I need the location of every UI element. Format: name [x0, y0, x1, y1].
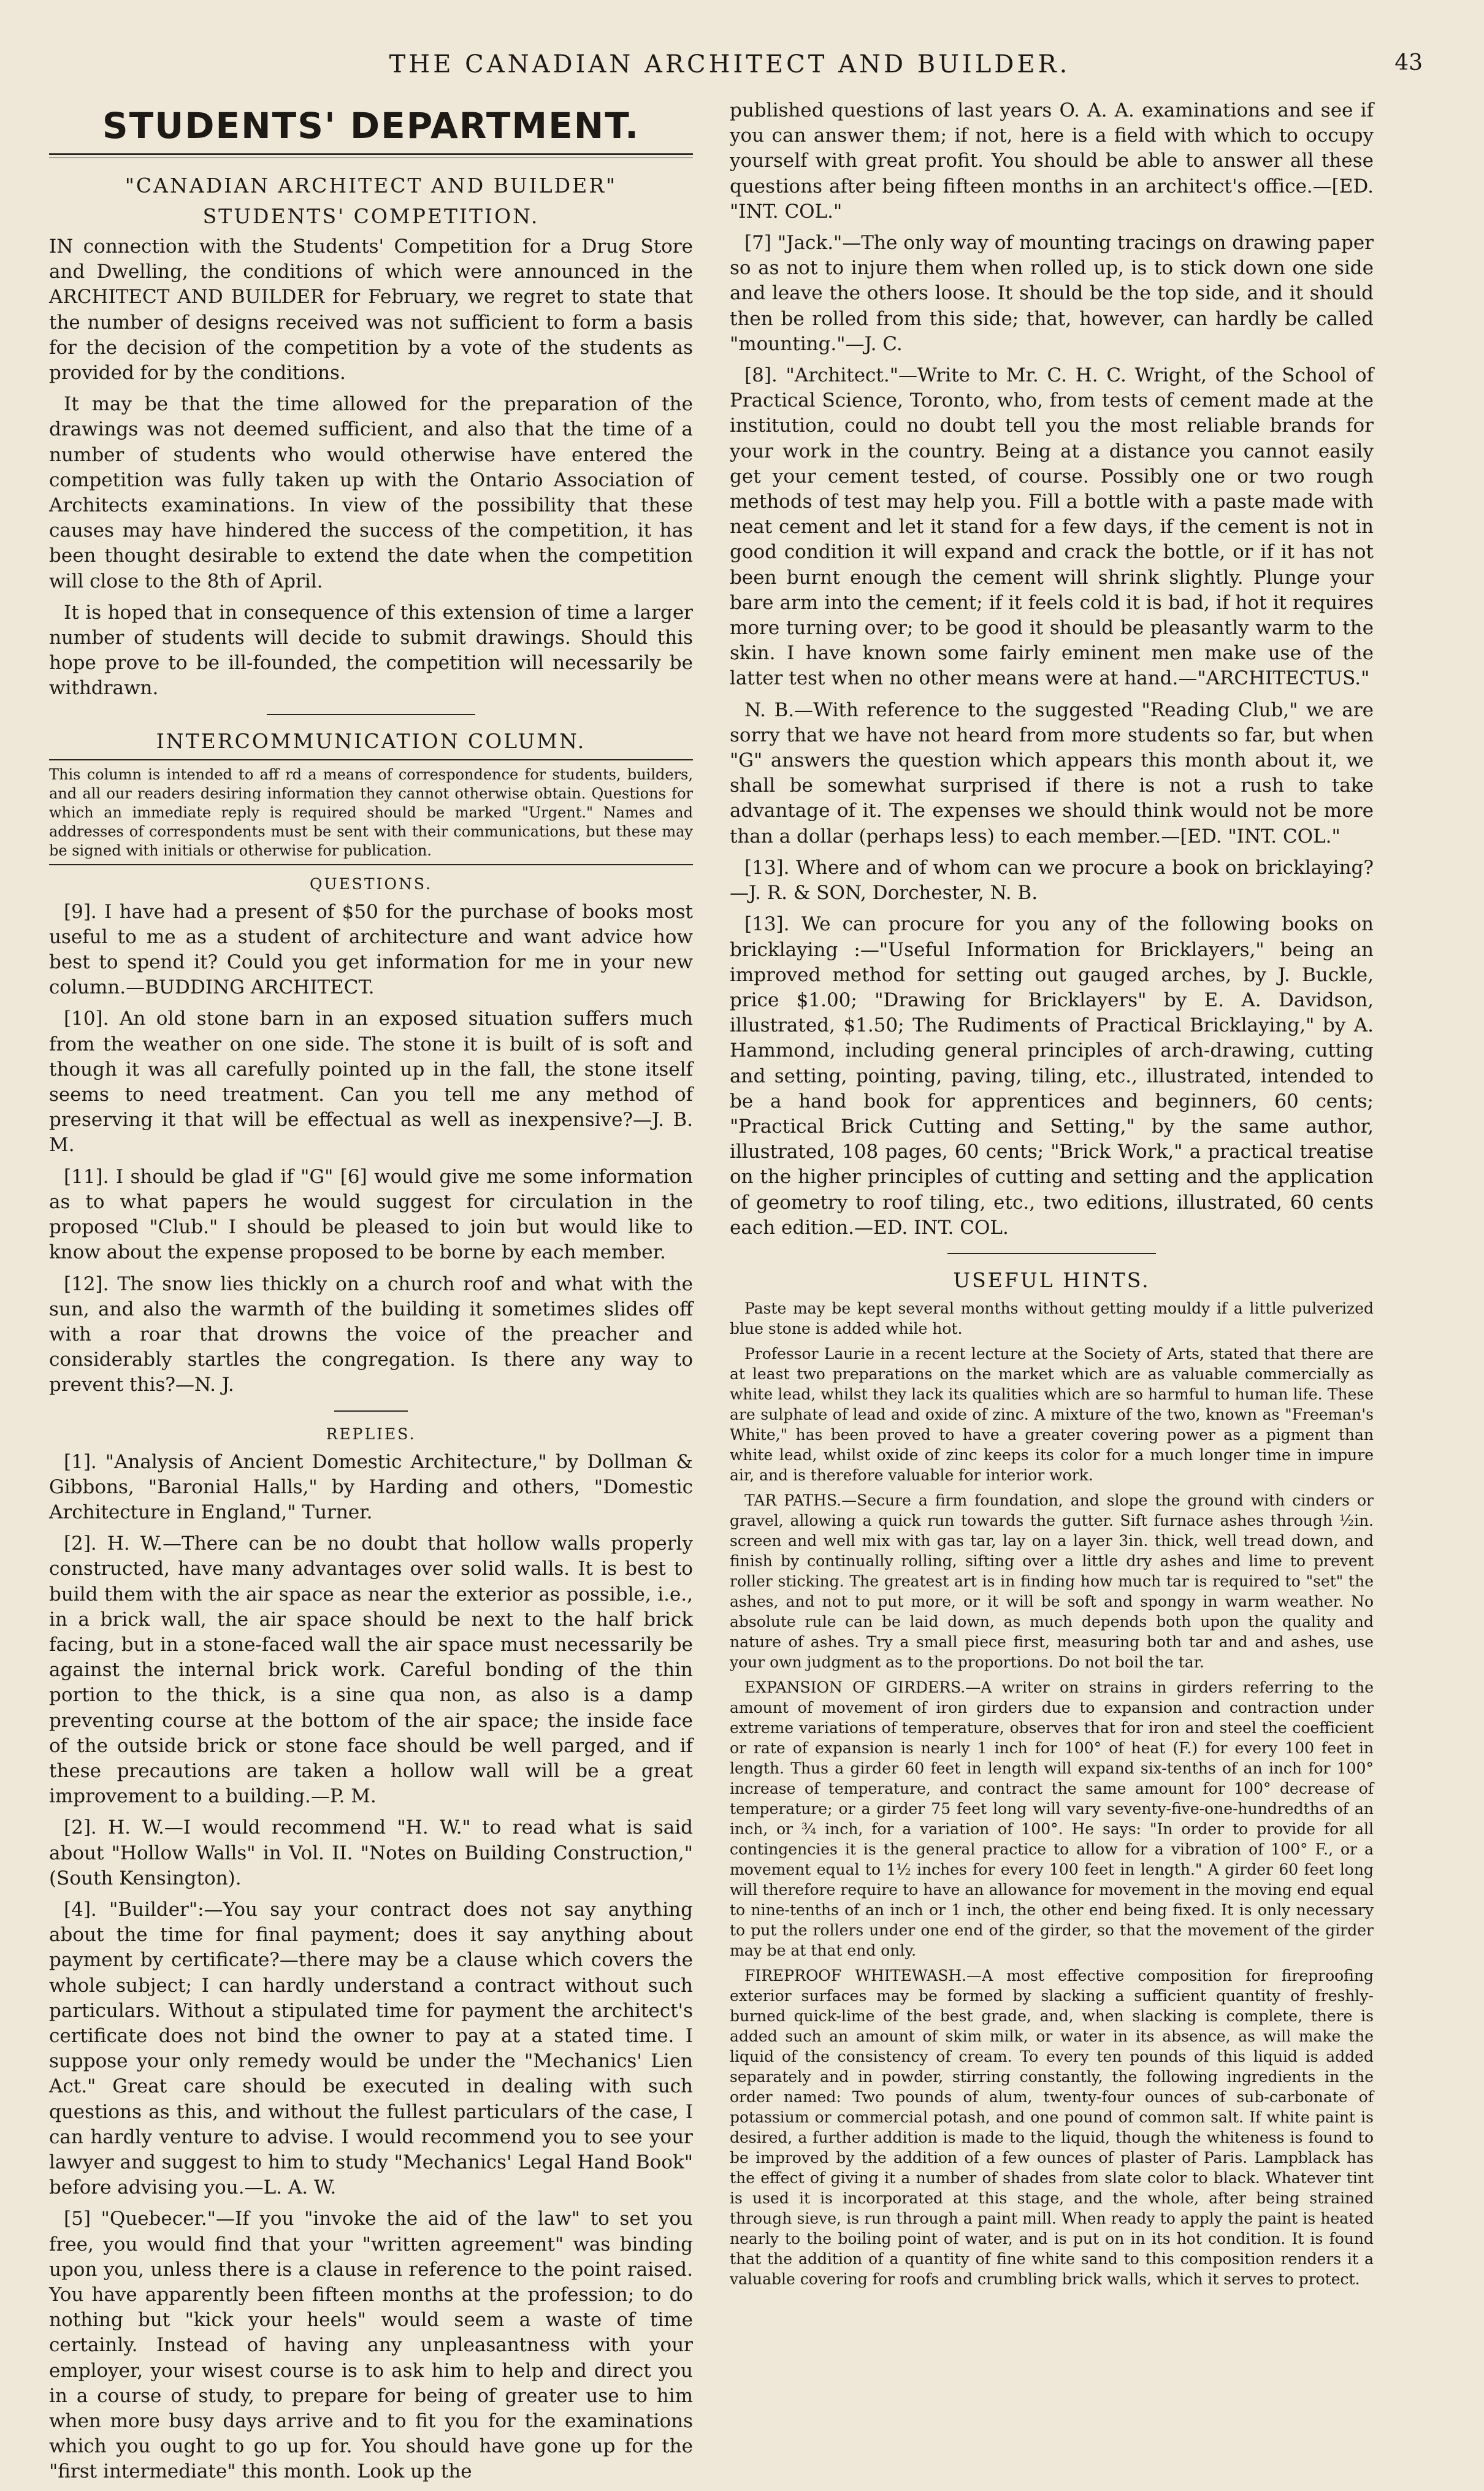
hint-item: FIREPROOF WHITEWASH.—A most effective composition for fireproofing exterior surfaces may be formed by slacking a sufficient quantity of freshly-burned quick-lime of the best grade, and, when slacking is complete, there is added such an amount of skim milk, or water in its absence, as will make the liquid of the consistency of cream. To every ten pounds of this liquid is added separately and in powder, stirring constantly, the following ingredients in the order named: Two pounds of alum, twenty-four ounces of sub-carbonate of potassium or commercial potash, and one pound of common salt. If white paint is desired, a further addition is made to the liquid, though the whiteness is found to be improved by the addition of a few ounces of plaster of Paris. Lampblack has the effect of giving it a number of shades from slate color to black. Whatever tint is used it is incorporated at this stage, and the whole, after being strained through sieve, is run through a paint mill. When ready to apply the paint is heated nearly to the boiling point of water, and is put on in its hot condition. It is found that the addition of a quantity of fine white sand to this composition renders it a valuable covering for roofs and crumbling brick walls, which it serves to protect.	[730, 1966, 1374, 2288]
reply-continuation: published questions of last years O. A. A. examinations and see if you can answer them; if not, here is a field with which to occupy yourself with great profit. You should be able to answer all these questions after being fifteen months in an architect's office.—[ED. "INT. COL."	[730, 99, 1374, 223]
reply-item: [5] "Quebecer."—If you "invoke the aid of the law" to set you free, you would find that your "written agreement" was binding upon you, unless there is a clause in reference to the point raised. You have apparently been fifteen months at the profession; to do nothing but "kick your heels" would seem a waste of time certainly. Instead of having any unpleasantness with your employer, your wisest course is to ask him to help and direct you in a course of study, to prepare for being of greater use to him when more busy days arrive and to fit you for the examinations which you ought to go up for. You should have gone up for the "first intermediate" this month. Look up the	[49, 2208, 693, 2483]
reply-item: [8]. "Architect."—Write to Mr. C. H. C. Wright, of the School of Practical Science, Toronto, who, from tests of cement made at the institution, could no doubt tell you the most reliable brands for your work in the country. Being at a distance you cannot easily get your cement tested, of course. Possibly one or two rough methods of test may help you. Fill a bottle with a paste made with neat cement and let it stand for a few days, if the cement is not in good condition it will expand and crack the bottle, or if it has not been burnt enough the cement will shrink slightly. Plunge your bare arm into the cement; if it feels cold it is bad, if hot it requires more turning over; to be good it should be pleasantly warm to the skin. I have known some fairly eminent men make use of the latter test when no other means were at hand.—"ARCHITECTUS."	[730, 364, 1374, 690]
hints-divider	[947, 1253, 1156, 1254]
title-rule	[49, 153, 693, 158]
reply-item: [13]. We can procure for you any of the following books on bricklaying :—"Useful Information for Bricklayers," being an improved method for setting out gauged arches, by J. Buckle, price $1.00; "Drawing for Bricklayers" by E. A. Davidson, illustrated, $1.50; The Rudiments of Practical Bricklaying," by A. Hammond, including general principles of arch-drawing, cutting and setting, pointing, paving, tiling, etc., illustrated, intended to be a hand book for apprentices and beginners, 60 cents; "Practical Brick Cutting and Setting," by the same author, illustrated, 108 pages, 60 cents; "Brick Work," a practical treatise on the higher principles of cutting and setting and the application of geometry to roof tiling, etc., two editions, illustrated, 60 cents each edition.—ED. INT. COL.	[730, 913, 1374, 1239]
left-column	[49, 98, 693, 2491]
question-item: [13]. Where and of whom can we procure a book on bricklaying?—J. R. & SON, Dorchester, N. B.	[730, 856, 1374, 905]
hint-item: EXPANSION OF GIRDERS.—A writer on strains in girders referring to the amount of movement of iron girders due to expansion and contraction under extreme variations of temperature, observes that for iron and steel the coefficient or rate of expansion is nearly 1 inch for 100° of heat (F.) for every 100 feet in length. Thus a girder 60 feet in length will expand six-tenths of an inch for 100° increase of temperature, and contract the same amount for 100° decrease of temperature; or a girder 75 feet long will vary seventy-five-one-hundredths of an inch, or ¾ inch, for a variation of 100°. He says: "In order to provide for all contingencies it is the general practice to allow for a vibration of 100° F., or a movement equal to 1½ inches for every 100 feet in length." A girder 60 feet long will therefore require to have an allowance for movement in the moving end equal to nine-tenths of an inch or 1 inch, the other end being fixed. It is only necessary to put the rollers under one end of the girder, so that the movement of the girder may be at that end only.	[730, 1678, 1374, 1959]
replies-divider	[334, 1410, 408, 1412]
notice-rule-top	[49, 759, 693, 760]
question-item: [11]. I should be glad if "G" [6] would give me some information as to what papers he would suggest for circulation in the proposed "Club." I should be pleased to join but would like to know about the expense proposed to be borne by each member.	[49, 1165, 693, 1264]
questions-heading: QUESTIONS.	[309, 874, 433, 893]
section-divider	[267, 714, 475, 715]
notice-rule-bottom	[49, 864, 693, 865]
reply-item: [4]. "Builder":—You say your contract does not say anything about the time for final payment; does it say anything about payment by certificate?—there may be a clause which covers the whole subject; I can hardly understand a contract without such particulars. Without a stipulated time for payment the architect's certificate does not bind the owner to pay at a stated time. I suppose your only remedy would be under the "Mechanics' Lien Act." Great care should be executed in dealing with such questions as this, and without the fullest particulars of the case, I can hardly venture to advise. I would recommend you to see your lawyer and suggest to him to study "Mechanics' Legal Hand Book" before advising you.—L. A. W.	[49, 1898, 693, 2199]
hint-item: TAR PATHS.—Secure a firm foundation, and slope the ground with cinders or gravel, allowing a quick run towards the gutter. Sift furnace ashes through ½in. screen and well mix with gas tar, lay on a layer 3in. thick, well tread down, and finish by continually rolling, sifting over a little dry ashes and lime to prevent roller sticking. The greatest art is in finding how much tar is required to "set" the ashes, and not to put more, or it will be soft and spongy in warm weather. No absolute rule can be laid down, as much depends both upon the quality and nature of ashes. Try a small piece first, measuring both tar and and ashes, use your own judgment as to the proportions. Do not boil the tar.	[730, 1491, 1374, 1671]
reply-item: [7] "Jack."—The only way of mounting tracings on drawing paper so as not to injure them when rolled up, is to stick down one side and leave the others loose. It should be the top side, and it should then be rolled from this side; that, however, can hardly be called "mounting."—J. C.	[730, 232, 1374, 355]
replies-heading: REPLIES.	[326, 1425, 416, 1443]
competition-paragraph: IN connection with the Students' Competition for a Drug Store and Dwelling, the conditions of which were announced in the ARCHITECT AND BUILDER for February, we regret to state that the number of designs received was not sufficient to form a basis for the decision of the competition by a vote of the students as provided for by the conditions.	[49, 235, 693, 385]
useful-hints-heading: USEFUL HINTS.	[953, 1268, 1150, 1292]
intercommunication-heading: INTERCOMMUNICATION COLUMN.	[156, 729, 586, 753]
editor-note: N. B.—With reference to the suggested "Reading Club," we are sorry that we have not heard from more students so far, but when "G" answers the question which appears this month about it, we shall be somewhat surprised if there is not a rush to take advantage of it. The expenses we should think would not be more than a dollar (perhaps less) to each member.—[ED. "INT. COL."	[730, 698, 1374, 848]
page-number: 43	[1394, 50, 1423, 75]
hint-item: Paste may be kept several months without getting mouldy if a little pulverized blue stone is added while hot.	[730, 1299, 1374, 1337]
competition-paragraph: It may be that the time allowed for the preparation of the drawings was not deemed sufficient, and also that the time of a number of students who would otherwise have entered the competition was fully taken up with the Ontario Association of Architects examinations. In view of the possibility that these causes may have hindered the success of the competition, it has been thought desirable to extend the date when the competition will close to the 8th of April.	[49, 393, 693, 592]
department-title: STUDENTS' DEPARTMENT.	[102, 105, 640, 147]
running-head	[37, 50, 1423, 87]
question-item: [10]. An old stone barn in an exposed situation suffers much from the weather on one side. The stone it is built of is soft and though it was all carefully pointed up in the fall, the stone itself seems to need treatment. Can you tell me any method of preserving it that will be effectual as well as inexpensive?—J. B. M.	[49, 1008, 693, 1157]
competition-paragraph: It is hoped that in consequence of this extension of time a larger number of students will decide to submit drawings. Should this hope prove to be ill-founded, the competition will necessarily be withdrawn.	[49, 601, 693, 700]
competition-heading-1: "CANADIAN ARCHITECT AND BUILDER"	[124, 174, 618, 197]
question-item: [12]. The snow lies thickly on a church roof and what with the sun, and also the warmth of the building it sometimes slides off with a roar that drowns the voice of the preacher and considerably startles the congregation. Is there any way to prevent this?—N. J.	[49, 1272, 693, 1396]
reply-item: [2]. H. W.—I would recommend "H. W." to read what is said about "Hollow Walls" in Vol. II. "Notes on Building Construction," (South Kensington).	[49, 1816, 693, 1889]
reply-item: [1]. "Analysis of Ancient Domestic Architecture," by Dollman & Gibbons, "Baronial Halls," by Harding and others, "Domestic Architecture in England," Turner.	[49, 1450, 693, 1523]
hint-item: Professor Laurie in a recent lecture at the Society of Arts, stated that there are at least two preparations on the market which are as valuable commercially as white lead, whilst they lack its qualities which are so harmful to human life. These are sulphate of lead and oxide of zinc. A mixture of the two, known as "Freeman's White," has been proved to have a greater covering power as a pigment than white lead, whilst oxide of zinc keeps its color for a much longer time in impure air, and is therefore valuable for interior work.	[730, 1344, 1374, 1484]
reply-item: [2]. H. W.—There can be no doubt that hollow walls properly constructed, have many advantages over solid walls. It is best to build them with the air space as near the exterior as possible, i.e., in a brick wall, the air space should be next to the half brick facing, but in a stone-faced wall the air space must necessarily be against the internal brick work. Careful bonding of the thin portion to the thick, is a sine qua non, as also is a damp preventing course at the bottom of the air space; the inside face of the outside brick or stone face should be well parged, and if these precautions are taken a hollow wall will be a great improvement to a building.—P. M.	[49, 1532, 693, 1808]
running-head-title: THE CANADIAN ARCHITECT AND BUILDER.	[389, 50, 1071, 78]
question-item: [9]. I have had a present of $50 for the purchase of books most useful to me as a student of architecture and want advice how best to spend it? Could you get information for me in your new column.—BUDDING ARCHITECT.	[49, 900, 693, 999]
right-column	[730, 98, 1374, 2294]
competition-heading-2: STUDENTS' COMPETITION.	[202, 204, 540, 228]
column-notice: This column is intended to aff rd a means of correspondence for students, builders, and all our readers desiring information they cannot otherwise obtain. Questions for which an immediate reply is required should be marked "Urgent." Names and addresses of correspondents must be sent with their communications, but these may be signed with initials or otherwise for publication.	[49, 765, 693, 859]
